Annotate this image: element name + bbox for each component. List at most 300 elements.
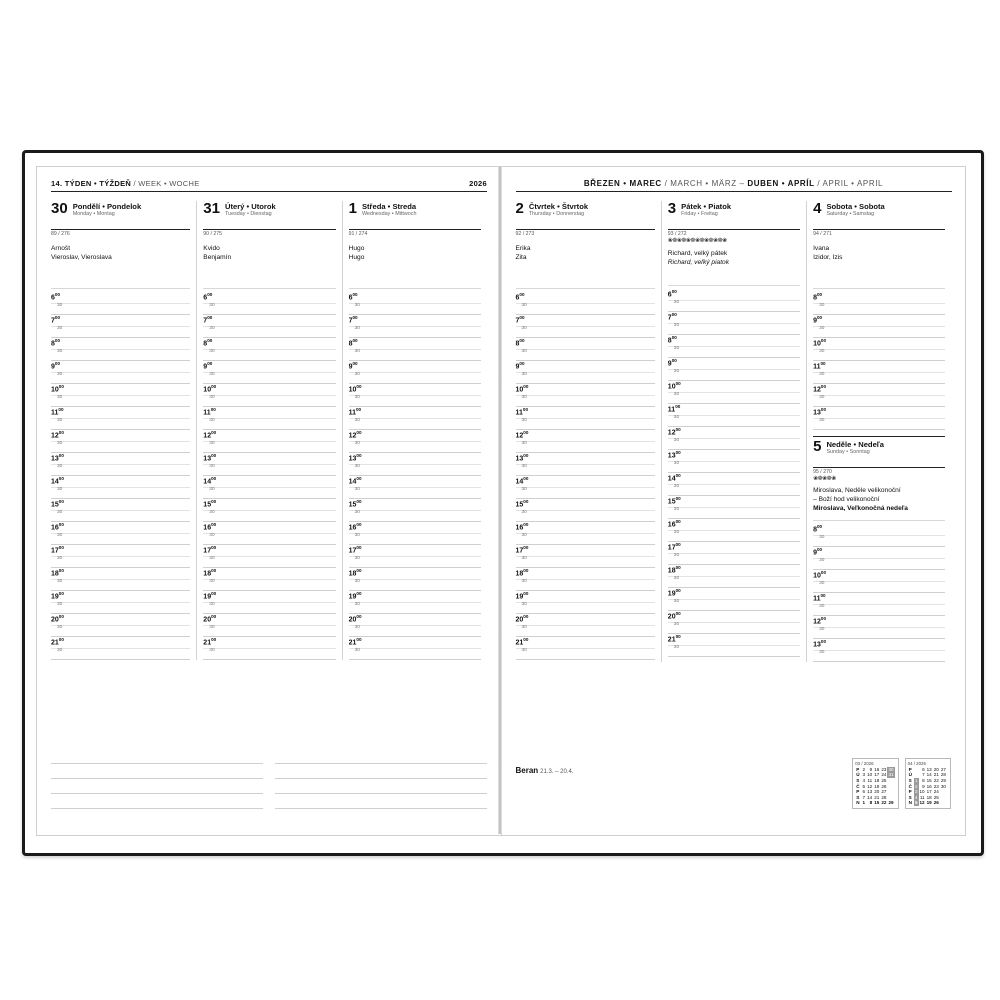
hour-row[interactable]	[813, 639, 945, 662]
hour-row[interactable]	[516, 453, 655, 476]
mini-calendar-row: S 7 14 21 28	[856, 794, 887, 800]
hour-row[interactable]	[51, 614, 190, 637]
hour-row[interactable]	[516, 361, 655, 384]
nameday-block	[349, 237, 481, 289]
week-label	[51, 179, 200, 188]
day-name-translation: Saturday • Samstag	[826, 211, 875, 217]
hour-row[interactable]	[51, 315, 190, 338]
day-name: Neděle • Nedeľa	[826, 440, 884, 449]
hour-row[interactable]	[349, 591, 481, 614]
nameday-block	[203, 237, 335, 289]
hour-row[interactable]	[668, 611, 800, 634]
hour-label: $11^{00}$	[515, 407, 529, 417]
hour-row[interactable]	[349, 545, 481, 568]
hour-row[interactable]	[813, 292, 945, 315]
half-hour-label: 30	[57, 648, 63, 653]
half-hour-label: 30	[521, 326, 527, 331]
day-column-tuesday	[196, 201, 341, 660]
nameday-sk: Miroslava, Veľkonočná nedeľa	[813, 505, 908, 512]
hour-row[interactable]	[51, 568, 190, 591]
hour-label: $20^{00}$	[51, 614, 64, 624]
hour-row[interactable]	[51, 292, 190, 315]
hour-row[interactable]	[349, 384, 481, 407]
nameday-cz: Richard, velký pátek	[667, 250, 728, 257]
hour-row[interactable]	[51, 361, 190, 384]
hour-row[interactable]	[349, 430, 481, 453]
hour-row[interactable]	[668, 404, 800, 427]
hour-label: $18^{00}$	[667, 565, 681, 575]
half-hour-label: 30	[57, 556, 63, 561]
day-number: 3	[667, 200, 677, 217]
half-hour-label: 30	[354, 326, 360, 331]
nameday-cz: Miroslava, Neděle velikonoční	[813, 487, 901, 494]
day-header	[51, 201, 190, 230]
month-to-translation: / APRIL • APRIL	[817, 179, 884, 188]
hour-row[interactable]	[51, 453, 190, 476]
mini-calendar-table	[855, 767, 894, 806]
half-hour-label: 30	[354, 349, 360, 354]
hour-row[interactable]	[668, 427, 800, 450]
hour-label: $17^{00}$	[203, 545, 217, 555]
hour-row[interactable]	[203, 637, 335, 660]
half-hour-label: 30	[521, 487, 527, 492]
hour-label: $20^{00}$	[515, 614, 529, 624]
hour-label: $9^{00}$	[515, 361, 525, 371]
hour-row[interactable]	[203, 430, 335, 453]
right-page-header	[516, 179, 952, 192]
day-header	[349, 201, 481, 230]
hour-row[interactable]	[668, 312, 800, 335]
hour-label: $7^{00}$	[515, 315, 525, 325]
hour-label: $18^{00}$	[515, 568, 529, 578]
hour-label: $15^{00}$	[203, 499, 217, 509]
hour-row[interactable]	[813, 384, 945, 407]
hour-label: $9^{00}$	[51, 361, 61, 371]
day-ordinal: 90 / 275	[203, 231, 223, 237]
zodiac-range: 21.3. – 20.4.	[540, 769, 574, 775]
day-name-translation: Friday • Freitag	[681, 211, 718, 217]
hour-label: $16^{00}$	[51, 522, 64, 532]
book-spine	[498, 166, 502, 834]
half-hour-label: 30	[819, 418, 825, 423]
day-ordinal: 95 / 270	[813, 469, 832, 475]
mini-calendar-row: P 2 9 16 23 30	[856, 766, 894, 772]
hour-row[interactable]	[51, 384, 190, 407]
hour-label: $15^{00}$	[348, 499, 362, 509]
mini-calendar-row: S 4 11 18 25	[908, 794, 939, 800]
half-hour-label: 30	[673, 415, 680, 420]
half-hour-label: 30	[354, 510, 360, 515]
hour-row[interactable]	[668, 542, 800, 565]
half-hour-label: 30	[354, 579, 360, 584]
half-hour-label: 30	[209, 487, 215, 492]
half-hour-label: 30	[57, 349, 63, 354]
half-hour-label: 30	[521, 395, 527, 400]
hour-row[interactable]	[203, 614, 335, 637]
half-hour-label: 30	[209, 441, 215, 446]
day-name: Středa • Streda	[361, 202, 417, 211]
hour-row[interactable]	[516, 384, 655, 407]
day-name: Pondělí • Pondelok	[72, 202, 142, 211]
hour-label: $18^{00}$	[348, 568, 362, 578]
mini-calendar-title: 03 / 2026	[855, 760, 874, 766]
notes-line[interactable]	[51, 794, 263, 809]
hour-label: $19^{00}$	[203, 591, 217, 601]
hour-row[interactable]	[51, 545, 190, 568]
month-from-translation: / MARCH • MÄRZ –	[664, 179, 745, 188]
half-hour-label: 30	[819, 303, 825, 308]
hour-row[interactable]	[668, 519, 800, 542]
hour-label: $7^{00}$	[51, 315, 61, 325]
mini-calendar-march[interactable]	[852, 758, 898, 809]
hour-grid	[51, 292, 190, 660]
day-ordinal: 94 / 271	[813, 231, 832, 237]
hour-row[interactable]	[349, 476, 481, 499]
half-hour-label: 30	[209, 648, 215, 653]
hour-row[interactable]	[813, 315, 945, 338]
nameday-block	[668, 246, 800, 286]
half-hour-label: 30	[819, 604, 825, 609]
hour-row[interactable]	[349, 614, 481, 637]
half-hour-label: 30	[209, 326, 215, 331]
nameday-sk: Zita	[515, 254, 527, 261]
day-column-weekend	[806, 201, 951, 662]
hour-label: $9^{00}$	[813, 547, 823, 557]
hour-row[interactable]	[203, 361, 335, 384]
hour-label: $20^{00}$	[348, 614, 362, 624]
day-ordinal: 93 / 272	[667, 231, 687, 237]
hour-row[interactable]	[813, 547, 945, 570]
hour-row[interactable]	[813, 361, 945, 384]
hour-row[interactable]	[349, 568, 481, 591]
nameday-cz: Kvido	[203, 245, 220, 252]
hour-row[interactable]	[349, 499, 481, 522]
hour-grid-saturday	[813, 292, 945, 430]
hour-label: $13^{00}$	[51, 453, 64, 463]
half-hour-label: 30	[209, 395, 215, 400]
hour-row[interactable]	[516, 522, 655, 545]
hour-label: $17^{00}$	[51, 545, 64, 555]
hour-row[interactable]	[516, 338, 655, 361]
hour-row[interactable]	[516, 637, 655, 660]
day-column-thursday	[516, 201, 661, 662]
half-hour-label: 30	[521, 648, 527, 653]
hour-row[interactable]	[668, 473, 800, 496]
hour-row[interactable]	[516, 476, 655, 499]
hour-row[interactable]	[516, 407, 655, 430]
month-range-label	[584, 179, 883, 188]
hour-row[interactable]	[813, 524, 945, 547]
hour-label: $17^{00}$	[348, 545, 362, 555]
hour-row[interactable]	[349, 637, 481, 660]
hour-label: $12^{00}$	[813, 384, 827, 394]
hour-label: $9^{00}$	[813, 315, 823, 325]
notes-line[interactable]	[275, 779, 487, 794]
hour-row[interactable]	[203, 292, 335, 315]
hour-label: $16^{00}$	[667, 519, 681, 529]
hour-row[interactable]	[668, 335, 800, 358]
hour-row[interactable]	[51, 499, 190, 522]
half-hour-label: 30	[521, 464, 527, 469]
day-number: 4	[813, 200, 822, 217]
half-hour-label: 30	[57, 625, 63, 630]
hour-label: $7^{00}$	[348, 315, 358, 325]
hour-row[interactable]	[349, 361, 481, 384]
hour-label: $13^{00}$	[813, 639, 827, 649]
half-hour-label: 30	[521, 533, 527, 538]
hour-row[interactable]	[203, 522, 335, 545]
hour-label: $6^{00}$	[203, 292, 213, 302]
notes-column[interactable]	[51, 749, 263, 809]
half-hour-label: 30	[354, 533, 360, 538]
notes-line[interactable]	[275, 794, 487, 809]
hour-row[interactable]	[203, 545, 335, 568]
hour-row[interactable]	[813, 570, 945, 593]
mini-calendar-row: N 5 12 19 26	[908, 800, 939, 806]
mini-calendar-april[interactable]	[905, 758, 951, 809]
hour-row[interactable]	[813, 593, 945, 616]
hour-label: $21^{00}$	[203, 637, 217, 647]
day-column-monday	[51, 201, 196, 660]
hour-row[interactable]	[516, 568, 655, 591]
hour-row[interactable]	[51, 591, 190, 614]
half-hour-label: 30	[673, 599, 680, 604]
hour-label: $20^{00}$	[667, 611, 681, 621]
hour-row[interactable]	[203, 407, 335, 430]
hour-label: $19^{00}$	[51, 591, 64, 601]
hour-row[interactable]	[516, 591, 655, 614]
half-hour-label: 30	[57, 510, 63, 515]
hour-row[interactable]	[813, 338, 945, 361]
nameday-cz-2: – Boží hod velikonoční	[813, 496, 880, 503]
hour-row[interactable]	[516, 545, 655, 568]
hour-label: $21^{00}$	[51, 637, 64, 647]
hour-row[interactable]	[349, 407, 481, 430]
hour-label: $17^{00}$	[667, 542, 681, 552]
hour-row[interactable]	[668, 289, 800, 312]
half-hour-label: 30	[673, 645, 680, 650]
nameday-cz: Ivana	[813, 245, 830, 252]
hour-row[interactable]	[516, 292, 655, 315]
half-hour-label: 30	[209, 579, 215, 584]
hour-label: $8^{00}$	[813, 524, 823, 534]
half-hour-label: 30	[209, 556, 215, 561]
half-hour-label: 30	[819, 650, 825, 655]
hour-row[interactable]	[668, 450, 800, 473]
half-hour-label: 30	[354, 556, 360, 561]
hour-row[interactable]	[203, 499, 335, 522]
right-page	[502, 167, 966, 835]
half-hour-label: 30	[819, 558, 825, 563]
hour-label: $6^{00}$	[515, 292, 525, 302]
day-name-translation: Wednesday • Mittwoch	[361, 211, 417, 217]
mini-calendar-row: P 6 13 20 27	[856, 789, 887, 795]
nameday-cz: Arnošt	[51, 245, 71, 252]
half-hour-label: 30	[521, 556, 527, 561]
hour-row[interactable]	[668, 565, 800, 588]
hour-label: $8^{00}$	[667, 335, 677, 345]
hour-row[interactable]	[668, 634, 800, 657]
hour-row[interactable]	[516, 315, 655, 338]
nameday-block	[813, 237, 945, 289]
hour-row[interactable]	[203, 338, 335, 361]
nameday-sk: Hugo	[348, 254, 365, 261]
notes-line[interactable]	[275, 749, 487, 764]
hour-label: $18^{00}$	[203, 568, 217, 578]
half-hour-label: 30	[673, 461, 680, 466]
half-hour-label: 30	[354, 602, 360, 607]
hour-row[interactable]	[51, 522, 190, 545]
hour-row[interactable]	[203, 476, 335, 499]
half-hour-label: 30	[57, 579, 63, 584]
hour-row[interactable]	[668, 496, 800, 519]
hour-label: $19^{00}$	[515, 591, 529, 601]
half-hour-label: 30	[209, 625, 215, 630]
hour-label: $14^{00}$	[348, 476, 362, 486]
hour-label: $21^{00}$	[515, 637, 529, 647]
hour-label: $14^{00}$	[51, 476, 64, 486]
half-hour-label: 30	[521, 418, 527, 423]
half-hour-label: 30	[521, 579, 527, 584]
half-hour-label: 30	[57, 464, 63, 469]
holiday-ornament-icon: ❀❁❀❁❀❁❀❁❀❁❀❁❀	[667, 238, 727, 244]
notes-line[interactable]	[51, 749, 263, 764]
half-hour-label: 30	[673, 553, 680, 558]
half-hour-label: 30	[819, 627, 825, 632]
day-number: 2	[515, 200, 524, 217]
nameday-block	[813, 484, 945, 521]
hour-label: $10^{00}$	[203, 384, 217, 394]
hour-label: $10^{00}$	[813, 338, 827, 348]
hour-row[interactable]	[668, 358, 800, 381]
half-hour-label: 30	[209, 602, 215, 607]
mini-calendar-title: 04 / 2026	[907, 760, 926, 766]
half-hour-label: 30	[354, 487, 360, 492]
hour-row[interactable]	[349, 453, 481, 476]
hour-label: $10^{00}$	[515, 384, 529, 394]
notes-line[interactable]	[51, 764, 263, 779]
hour-row[interactable]	[668, 381, 800, 404]
hour-label: $18^{00}$	[51, 568, 64, 578]
day-ordinal: 89 / 276	[51, 231, 70, 237]
hour-row[interactable]	[203, 384, 335, 407]
hour-row[interactable]	[516, 614, 655, 637]
day-header	[516, 201, 655, 230]
hour-label: $13^{00}$	[813, 407, 827, 417]
hour-label: $17^{00}$	[515, 545, 529, 555]
hour-label: $9^{00}$	[203, 361, 213, 371]
hour-label: $8^{00}$	[813, 292, 823, 302]
week-label-translation: / WEEK • WOCHE	[133, 179, 200, 188]
day-name: Čtvrtek • Štvrtok	[528, 202, 589, 211]
hour-row[interactable]	[668, 588, 800, 611]
half-hour-label: 30	[673, 530, 680, 535]
hour-row[interactable]	[516, 499, 655, 522]
mini-calendar-table	[908, 767, 947, 806]
holiday-ornament-icon: ❀❁❀❁❀	[813, 476, 836, 482]
hour-label: $16^{00}$	[515, 522, 529, 532]
mini-calendar-row: S 1 8 15 22 29	[908, 778, 946, 784]
half-hour-label: 30	[209, 349, 215, 354]
hour-row[interactable]	[51, 637, 190, 660]
hour-row[interactable]	[51, 430, 190, 453]
hour-row[interactable]	[813, 616, 945, 639]
notes-column[interactable]	[275, 749, 487, 809]
hour-row[interactable]	[203, 315, 335, 338]
hour-row[interactable]	[813, 407, 945, 430]
hour-label: $12^{00}$	[203, 430, 217, 440]
hour-grid	[668, 289, 800, 657]
month-to: DUBEN • APRÍL	[747, 179, 815, 188]
half-hour-label: 30	[521, 510, 527, 515]
notes-lines-left	[51, 749, 487, 809]
half-hour-label: 30	[819, 326, 825, 331]
half-hour-label: 30	[673, 392, 680, 397]
hour-row[interactable]	[349, 338, 481, 361]
half-hour-label: 30	[57, 303, 63, 308]
hour-label: $11^{00}$	[667, 404, 681, 414]
day-name-translation: Tuesday • Dienstag	[224, 211, 272, 217]
hour-row[interactable]	[349, 292, 481, 315]
hour-row[interactable]	[51, 407, 190, 430]
week-label-text: 14. TÝDEN • TÝŽDEŇ	[51, 179, 132, 188]
hour-row[interactable]	[516, 430, 655, 453]
half-hour-label: 30	[673, 323, 680, 328]
hour-grid-sunday	[813, 524, 945, 662]
half-hour-label: 30	[209, 510, 215, 515]
half-hour-label: 30	[354, 303, 360, 308]
hour-row[interactable]	[51, 338, 190, 361]
hour-row[interactable]	[203, 568, 335, 591]
nameday-block	[51, 237, 190, 289]
mini-calendar-row: P 6 13 20 27	[908, 766, 946, 772]
notes-line[interactable]	[275, 764, 487, 779]
half-hour-label: 30	[57, 326, 63, 331]
left-page	[37, 167, 502, 835]
half-hour-label: 30	[819, 535, 825, 540]
hour-label: $16^{00}$	[348, 522, 362, 532]
hour-row[interactable]	[203, 591, 335, 614]
hour-label: $14^{00}$	[515, 476, 529, 486]
half-hour-label: 30	[673, 300, 680, 305]
half-hour-label: 30	[354, 372, 360, 377]
hour-row[interactable]	[349, 522, 481, 545]
hour-label: $9^{00}$	[667, 358, 677, 368]
half-hour-label: 30	[209, 533, 215, 538]
hour-grid	[516, 292, 655, 660]
hour-label: $21^{00}$	[348, 637, 362, 647]
hour-label: $7^{00}$	[203, 315, 213, 325]
half-hour-label: 30	[57, 395, 63, 400]
half-hour-label: 30	[57, 441, 63, 446]
mini-calendars	[852, 758, 951, 809]
hour-row[interactable]	[51, 476, 190, 499]
half-hour-label: 30	[673, 507, 680, 512]
hour-label: $12^{00}$	[515, 430, 529, 440]
hour-row[interactable]	[349, 315, 481, 338]
day-number: 1	[348, 200, 357, 217]
half-hour-label: 30	[673, 622, 680, 627]
hour-row[interactable]	[203, 453, 335, 476]
notes-line[interactable]	[51, 779, 263, 794]
nameday-cz: Hugo	[348, 245, 365, 252]
hour-label: $7^{00}$	[667, 312, 677, 322]
hour-label: $19^{00}$	[667, 588, 681, 598]
month-from: BŘEZEN • MAREC	[583, 179, 662, 188]
hour-label: $9^{00}$	[348, 361, 358, 371]
mini-calendar-row: N 1 8 15 22 29	[856, 800, 894, 806]
hour-grid	[349, 292, 481, 660]
